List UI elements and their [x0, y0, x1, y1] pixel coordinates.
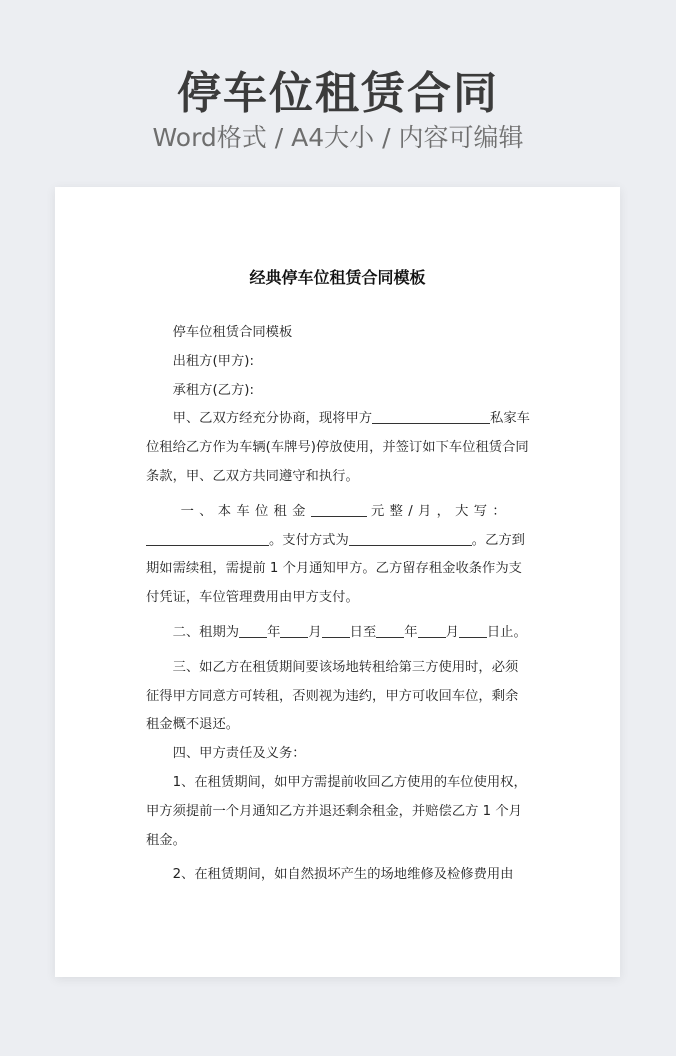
start-month-blank [280, 624, 308, 638]
lessor-address-blank [372, 410, 490, 424]
page-subtitle: Word格式 / A4大小 / 内容可编辑 [152, 123, 524, 152]
sublet-paragraph: 三、如乙方在租赁期间要该场地转租给第三方使用时，必须征得甲方同意方可转租，否则视为违约，甲方可收回车位，剩余租金概不退还。 [146, 659, 519, 733]
page-title: 停车位租赁合同 [177, 68, 499, 119]
duty-1-paragraph: 1、在租赁期间，如甲方需提前收回乙方使用的车位使用权，甲方须提前一个月通知乙方并退还剩余租金，并赔偿乙方 1 个月租金。 [146, 774, 527, 848]
intro-paragraph: 甲、乙双方经充分协商，现将甲方 私家车位租给乙方作为车辆(车牌号)停放使用，并签订如下车位租赁合同条款，甲、乙双方共同遵守和执行。 [146, 411, 530, 484]
duty-2-paragraph: 2、在租赁期间，如自然损坏产生的场地维修及检修费用由 [172, 867, 514, 883]
rent-uppercase-blank [146, 531, 269, 545]
lessor-duties-heading: 四、甲方责任及义务： [172, 746, 306, 762]
start-day-blank [322, 624, 350, 638]
term-paragraph: 二、租期为 年 月 日至 年 月 日止。 [172, 624, 527, 640]
template-name-line: 停车位租赁合同模板 [172, 325, 293, 340]
end-year-blank [376, 624, 404, 638]
document-title: 经典停车位租赁合同模板 [249, 268, 426, 287]
end-day-blank [459, 624, 487, 638]
rent-paragraph: 一、本车位租金 元整/月，大写： 。支付方式为 。乙方到期如需续租，需提前 1 个月通知甲方。乙方留存租金收条作为支付凭证，车位管理费用由甲方支付。 [146, 503, 525, 606]
lessee-line: 承租方(乙方): [172, 382, 254, 398]
start-year-blank [239, 624, 267, 638]
lessor-line: 出租方(甲方): [172, 353, 254, 369]
document-page [55, 187, 620, 977]
document-body [146, 319, 530, 890]
payment-method-blank [349, 531, 472, 545]
rent-amount-blank [311, 502, 367, 516]
end-month-blank [418, 624, 446, 638]
